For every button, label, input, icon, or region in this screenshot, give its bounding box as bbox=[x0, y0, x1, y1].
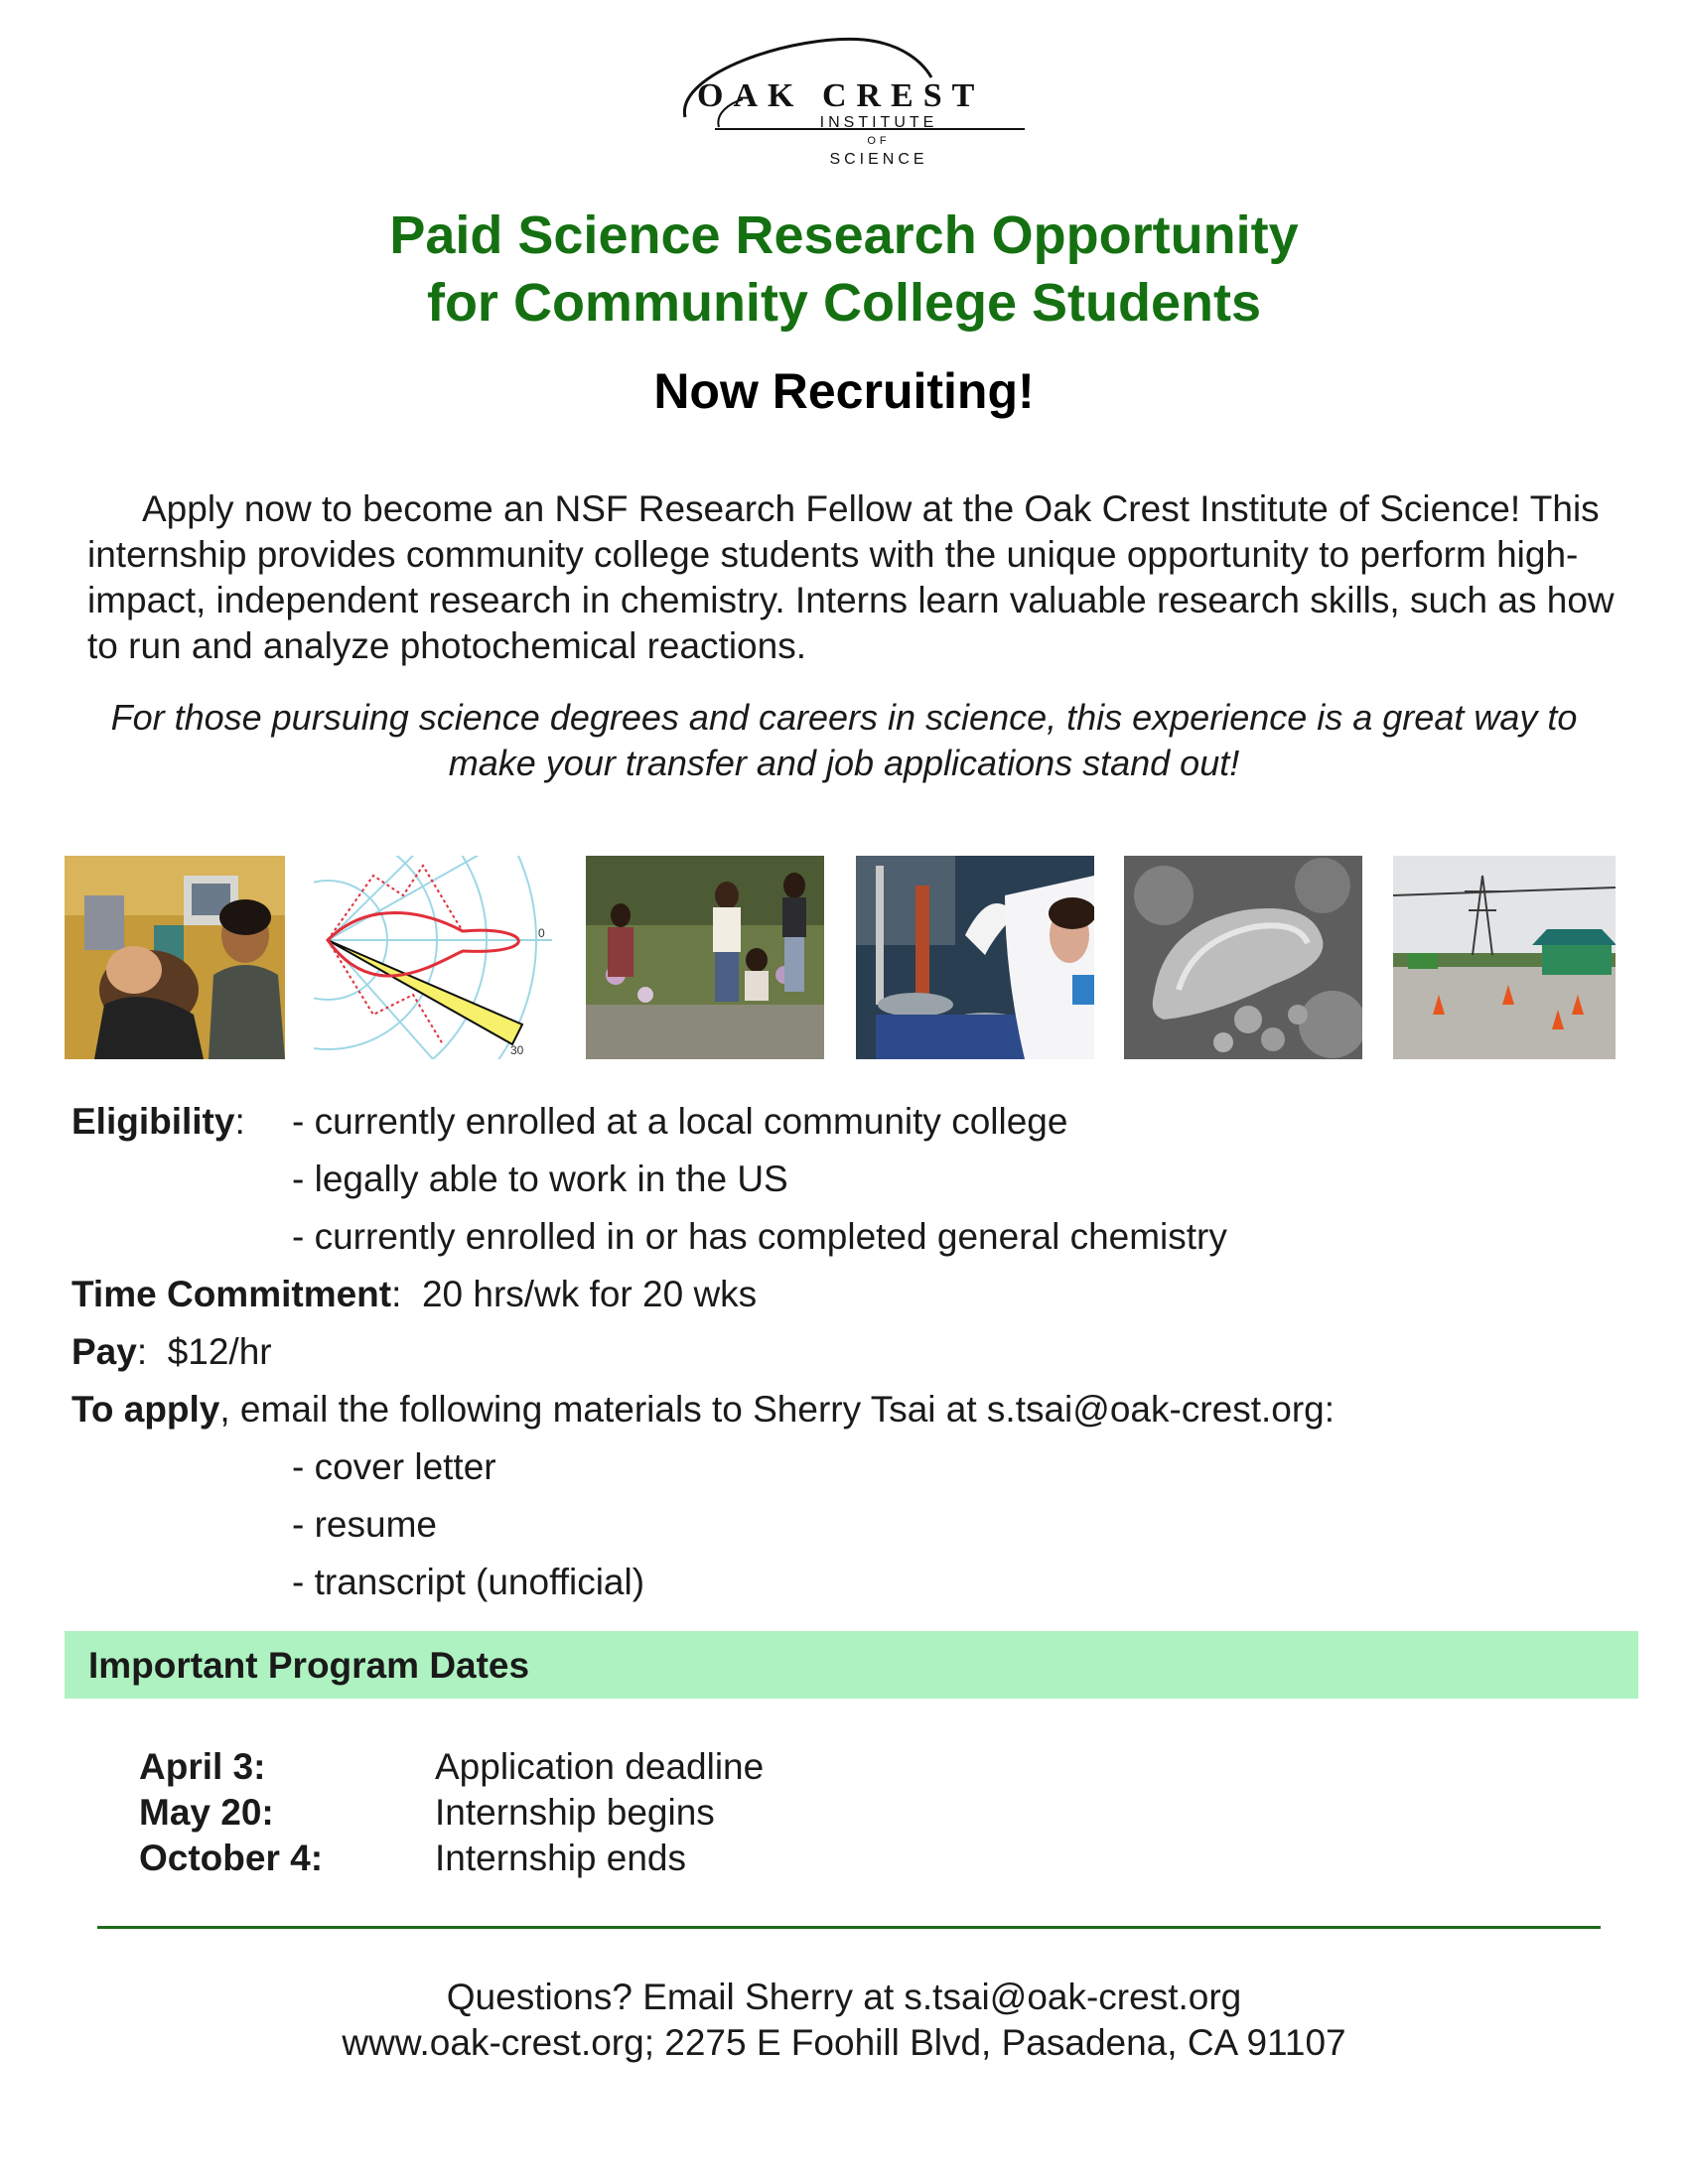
eligibility-item: - legally able to work in the US bbox=[292, 1159, 788, 1199]
polar-label-30: 30 bbox=[510, 1043, 524, 1057]
program-dates-title: Important Program Dates bbox=[88, 1645, 530, 1686]
eligibility-item: - currently enrolled at a local community college bbox=[292, 1101, 1068, 1142]
date-label: October 4: bbox=[139, 1838, 324, 1878]
apply-label: To apply bbox=[71, 1389, 220, 1430]
program-dates-header bbox=[65, 1631, 1638, 1699]
students-at-microscope-photo bbox=[65, 856, 285, 1059]
date-event: Internship ends bbox=[435, 1838, 687, 1878]
eligibility-item: - currently enrolled in or has completed general chemistry bbox=[292, 1216, 1227, 1257]
oak-crest-logo bbox=[675, 34, 1033, 168]
footer-divider bbox=[97, 1926, 1601, 1929]
outdoor-field-site-photo bbox=[1393, 856, 1616, 1059]
logo-institute: INSTITUTE bbox=[819, 114, 938, 131]
date-event: Application deadline bbox=[435, 1746, 765, 1787]
apply-item: - transcript (unofficial) bbox=[292, 1562, 645, 1602]
eligibility-label-row: Eligibility: bbox=[71, 1101, 245, 1142]
polar-label-0: 0 bbox=[538, 926, 545, 940]
apply-item: - cover letter bbox=[292, 1446, 496, 1487]
date-event: Internship begins bbox=[435, 1792, 715, 1833]
pay-row: Pay: $12/hr bbox=[71, 1331, 272, 1372]
time-commitment-row: Time Commitment: 20 hrs/wk for 20 wks bbox=[71, 1274, 758, 1314]
pay-value: $12/hr bbox=[167, 1331, 272, 1372]
polar-plot-figure bbox=[314, 856, 552, 1059]
pay-label: Pay bbox=[71, 1331, 137, 1372]
logo-name: OAK CREST bbox=[697, 77, 985, 114]
footer-address: www.oak-crest.org; 2275 E Foohill Blvd, Pasadena, CA 91107 bbox=[342, 2022, 1346, 2063]
eligibility-label: Eligibility bbox=[71, 1101, 235, 1142]
time-commitment-value: 20 hrs/wk for 20 wks bbox=[421, 1274, 758, 1314]
logo-science: SCIENCE bbox=[829, 151, 928, 168]
date-label: April 3: bbox=[139, 1746, 266, 1787]
tagline: For those pursuing science degrees and careers in science, this experience is a great way to make your transfer and job applications stand out! bbox=[110, 697, 1578, 783]
page-title bbox=[0, 202, 1688, 337]
logo-of: OF bbox=[867, 135, 891, 147]
apply-text: , email the following materials to Sherry Tsai at s.tsai@oak-crest.org: bbox=[219, 1389, 1336, 1430]
apply-row bbox=[71, 1388, 1335, 1432]
field-research-photo bbox=[586, 856, 824, 1059]
headline: Now Recruiting! bbox=[653, 363, 1035, 419]
electron-micrograph-photo bbox=[1124, 856, 1362, 1059]
title-line-1: Paid Science Research Opportunity bbox=[389, 205, 1299, 265]
lab-apparatus-photo bbox=[856, 856, 1094, 1059]
time-commitment-label: Time Commitment bbox=[71, 1274, 392, 1314]
intro-paragraph: Apply now to become an NSF Research Fellow at the Oak Crest Institute of Science! This internship provides community college students with the unique opportunity to perform high-impact, independent research in chemistry. Interns learn valuable research skills, such as how to run and analyze photochemical reactions. bbox=[87, 488, 1615, 666]
title-line-2: for Community College Students bbox=[426, 273, 1262, 333]
apply-item: - resume bbox=[292, 1504, 437, 1545]
footer-questions: Questions? Email Sherry at s.tsai@oak-crest.org bbox=[446, 1977, 1242, 2017]
date-label: May 20: bbox=[139, 1792, 274, 1833]
